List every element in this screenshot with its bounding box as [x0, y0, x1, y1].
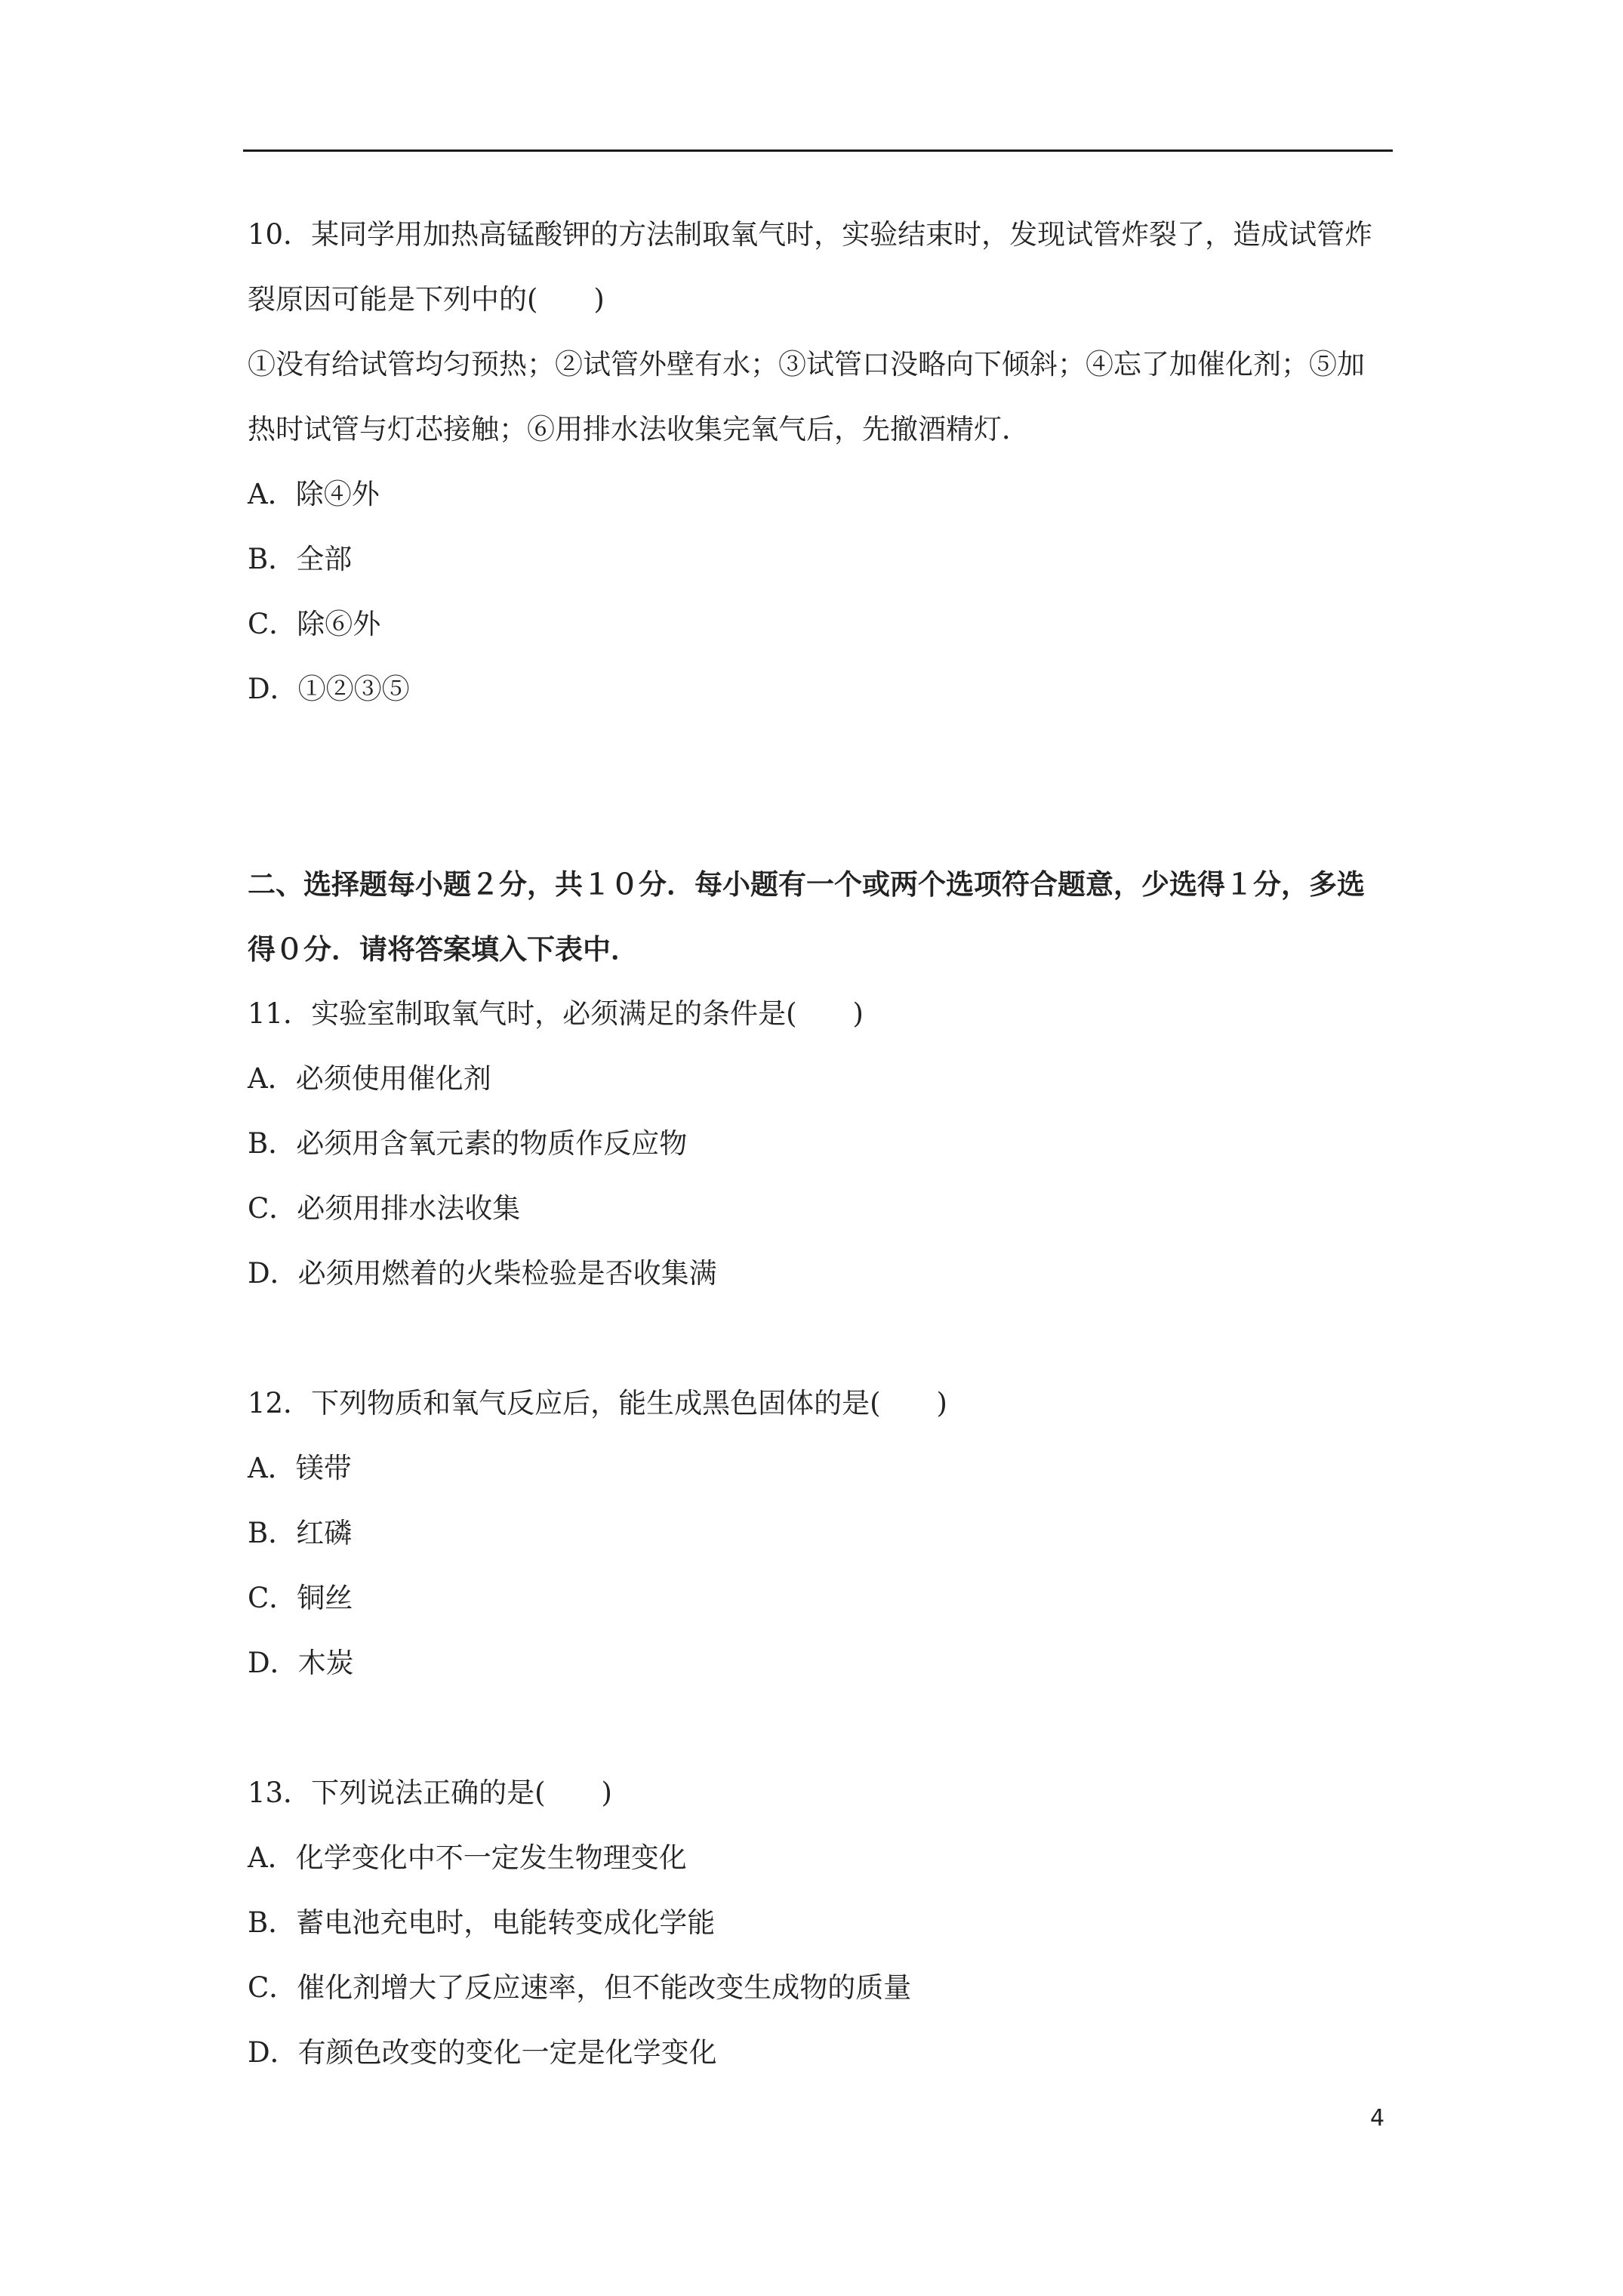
option-c: C．必须用排水法收集 — [248, 1192, 521, 1225]
question-stem: 10．某同学用加热高锰酸钾的方法制取氧气时，实验结束时，发现试管炸裂了，造成试管炸 — [248, 218, 1373, 251]
question-10 — [248, 202, 1395, 722]
header-rule — [243, 149, 1393, 152]
option-d: D．有颜色改变的变化一定是化学变化 — [248, 2036, 717, 2069]
question-11 — [248, 982, 1395, 1306]
option-b: B．全部 — [248, 543, 353, 575]
option-b: B．红磷 — [248, 1517, 353, 1549]
option-a: A．镁带 — [248, 1452, 352, 1484]
option-c: C．催化剂增大了反应速率，但不能改变生成物的质量 — [248, 1971, 912, 2004]
question-stem: 13．下列说法正确的是( ) — [248, 1777, 612, 1809]
spacer — [248, 1696, 1395, 1761]
question-info: ①没有给试管均匀预热；②试管外壁有水；③试管口没略向下倾斜；④忘了加催化剂；⑤加 — [248, 348, 1365, 381]
option-c: C．铜丝 — [248, 1582, 353, 1614]
section-heading: 二、选择题每小题２分，共１０分．每小题有一个或两个选项符合题意，少选得１分，多选 — [248, 868, 1365, 901]
option-c: C．除⑥外 — [248, 608, 381, 640]
option-b: B．蓄电池充电时，电能转变成化学能 — [248, 1906, 716, 1939]
page-number: 4 — [1370, 2105, 1385, 2131]
question-stem: 12．下列物质和氧气反应后，能生成黑色固体的是( ) — [248, 1387, 947, 1419]
spacer — [248, 722, 1395, 852]
option-d: D．①②③⑤ — [248, 673, 410, 705]
option-a: A．化学变化中不一定发生物理变化 — [248, 1841, 687, 1874]
option-d: D．必须用燃着的火柴检验是否收集满 — [248, 1257, 717, 1290]
option-a: A．除④外 — [248, 478, 380, 510]
spacer — [248, 1306, 1395, 1371]
section-2-heading — [248, 852, 1395, 982]
option-d: D．木炭 — [248, 1647, 354, 1679]
option-b: B．必须用含氧元素的物质作反应物 — [248, 1127, 688, 1160]
document-body — [248, 202, 1395, 2085]
option-a: A．必须使用催化剂 — [248, 1062, 491, 1095]
question-stem: 裂原因可能是下列中的( ) — [248, 283, 605, 316]
question-stem: 11．实验室制取氧气时，必须满足的条件是( ) — [248, 997, 864, 1030]
question-info: 热时试管与灯芯接触；⑥用排水法收集完氧气后，先撤酒精灯． — [248, 413, 1030, 445]
question-12 — [248, 1371, 1395, 1696]
section-heading: 得０分．请将答案填入下表中． — [248, 932, 639, 966]
question-13 — [248, 1761, 1395, 2085]
